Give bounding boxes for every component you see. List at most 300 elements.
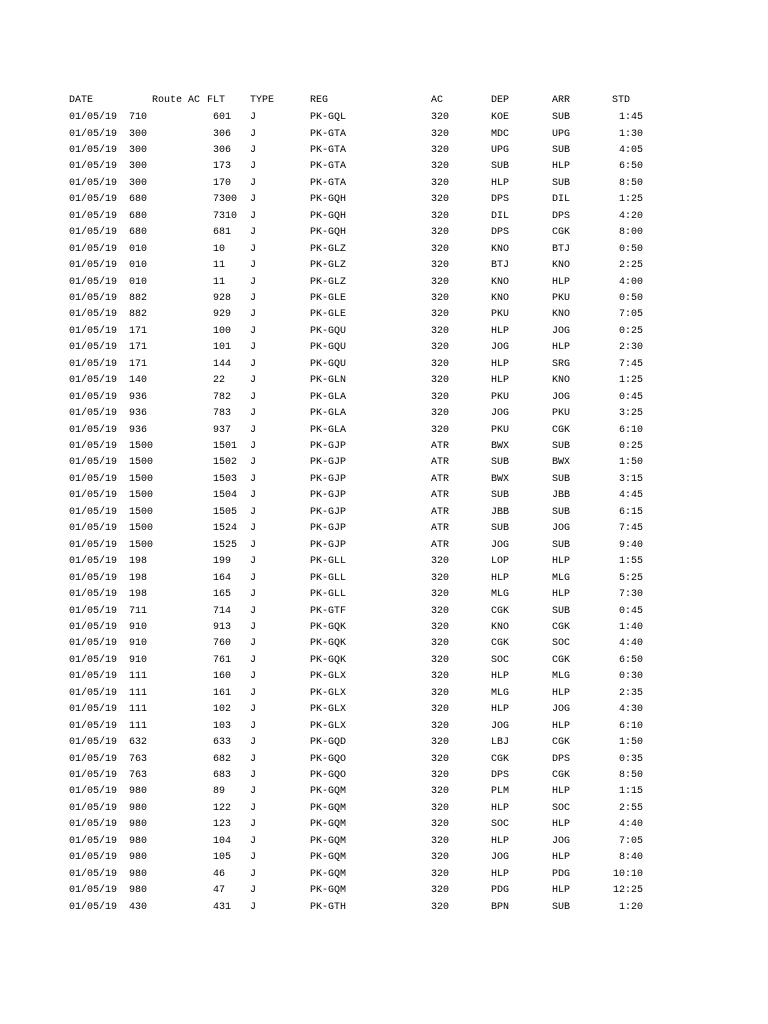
cell-route: 111 <box>129 687 148 699</box>
cell-date: 01/05/19 <box>69 473 118 485</box>
cell-date: 01/05/19 <box>69 737 118 749</box>
cell-flt: 929 <box>213 309 232 321</box>
header-std: STD <box>612 95 631 106</box>
table-row <box>0 258 768 274</box>
cell-std: 6:10 <box>618 720 643 732</box>
cell-ac: 320 <box>431 671 450 683</box>
cell-route: 936 <box>129 424 148 436</box>
cell-dep: KNO <box>491 276 510 288</box>
cell-route: 936 <box>129 391 148 403</box>
cell-dep: HLP <box>491 177 510 189</box>
cell-ac: 320 <box>431 868 450 880</box>
cell-ac: ATR <box>431 490 450 502</box>
cell-std: 6:15 <box>618 506 643 518</box>
cell-ac: 320 <box>431 687 450 699</box>
cell-reg: PK-GQM <box>310 835 347 847</box>
cell-route: 882 <box>129 292 148 304</box>
cell-dep: BTJ <box>491 260 510 271</box>
cell-reg: PK-GQM <box>310 868 347 880</box>
cell-dep: MLG <box>491 589 510 600</box>
cell-arr: HLP <box>552 161 571 173</box>
cell-reg: PK-GJP <box>310 457 347 469</box>
cell-type: J <box>250 605 257 617</box>
cell-type: J <box>250 835 257 847</box>
cell-type: J <box>250 292 257 304</box>
table-row <box>0 390 768 406</box>
table-row <box>0 801 768 817</box>
cell-type: J <box>250 622 257 633</box>
cell-std: 1:25 <box>618 375 643 387</box>
cell-route: 980 <box>129 819 148 831</box>
cell-date: 01/05/19 <box>69 556 118 568</box>
cell-reg: PK-GQU <box>310 325 347 337</box>
cell-std: 5:25 <box>618 572 643 584</box>
cell-route: 171 <box>129 358 148 370</box>
cell-ac: 320 <box>431 852 450 864</box>
table-row <box>0 406 768 422</box>
cell-dep: BWX <box>491 473 510 485</box>
cell-reg: PK-GLX <box>310 720 347 732</box>
cell-std: 4:45 <box>618 490 643 502</box>
cell-dep: DPS <box>491 770 510 781</box>
cell-ac: 320 <box>431 901 450 913</box>
table-row <box>0 225 768 241</box>
cell-date: 01/05/19 <box>69 375 118 387</box>
cell-ac: 320 <box>431 424 450 436</box>
cell-ac: 320 <box>431 391 450 403</box>
cell-std: 2:25 <box>618 260 643 271</box>
cell-ac: 320 <box>431 638 450 650</box>
cell-std: 1:50 <box>618 457 643 469</box>
cell-route: 980 <box>129 868 148 880</box>
cell-type: J <box>250 572 257 584</box>
table-row <box>0 357 768 373</box>
cell-std: 8:40 <box>618 852 643 864</box>
table-row <box>0 373 768 389</box>
cell-route: 1500 <box>129 457 154 469</box>
cell-arr: PDG <box>552 868 571 880</box>
table-row <box>0 307 768 323</box>
cell-dep: CGK <box>491 638 510 650</box>
table-row <box>0 686 768 702</box>
table-row <box>0 620 768 636</box>
cell-date: 01/05/19 <box>69 506 118 518</box>
cell-date: 01/05/19 <box>69 194 118 206</box>
cell-ac: 320 <box>431 260 450 271</box>
cell-date: 01/05/19 <box>69 605 118 617</box>
cell-type: J <box>250 325 257 337</box>
cell-route: 171 <box>129 342 148 354</box>
cell-date: 01/05/19 <box>69 276 118 288</box>
cell-ac: 320 <box>431 309 450 321</box>
table-row <box>0 768 768 784</box>
cell-arr: HLP <box>552 852 571 864</box>
cell-type: J <box>250 589 257 600</box>
table-row <box>0 571 768 587</box>
cell-std: 1:25 <box>618 194 643 206</box>
cell-std: 4:05 <box>618 144 643 156</box>
cell-flt: 682 <box>213 753 232 765</box>
cell-reg: PK-GJP <box>310 441 347 452</box>
cell-reg: PK-GJP <box>310 490 347 502</box>
cell-type: J <box>250 227 257 239</box>
cell-route: 300 <box>129 177 148 189</box>
cell-date: 01/05/19 <box>69 457 118 469</box>
cell-route: 1500 <box>129 490 154 502</box>
cell-dep: SUB <box>491 161 510 173</box>
table-row <box>0 719 768 735</box>
cell-std: 8:50 <box>618 770 643 781</box>
cell-route: 980 <box>129 852 148 864</box>
cell-ac: 320 <box>431 161 450 173</box>
cell-std: 12:25 <box>612 885 643 897</box>
cell-type: J <box>250 786 257 798</box>
table-row <box>0 735 768 751</box>
cell-dep: DPS <box>491 227 510 239</box>
cell-flt: 760 <box>213 638 232 650</box>
cell-std: 2:55 <box>618 802 643 814</box>
cell-reg: PK-GLL <box>310 589 347 600</box>
header-row <box>0 93 768 109</box>
cell-type: J <box>250 375 257 387</box>
cell-date: 01/05/19 <box>69 654 118 666</box>
cell-ac: 320 <box>431 835 450 847</box>
cell-dep: BPN <box>491 901 510 913</box>
cell-type: J <box>250 112 257 123</box>
cell-ac: 320 <box>431 737 450 749</box>
table-row <box>0 900 768 916</box>
cell-dep: HLP <box>491 671 510 683</box>
cell-type: J <box>250 704 257 716</box>
cell-dep: PKU <box>491 391 510 403</box>
cell-reg: PK-GQH <box>310 210 347 222</box>
header-reg: REG <box>310 95 329 106</box>
cell-dep: JOG <box>491 408 510 420</box>
cell-arr: DPS <box>552 210 571 222</box>
cell-dep: JOG <box>491 852 510 864</box>
cell-route: 910 <box>129 622 148 633</box>
cell-date: 01/05/19 <box>69 885 118 897</box>
cell-arr: PKU <box>552 292 571 304</box>
cell-std: 3:25 <box>618 408 643 420</box>
cell-flt: 100 <box>213 325 232 337</box>
cell-arr: SUB <box>552 605 571 617</box>
cell-dep: KNO <box>491 243 510 255</box>
cell-type: J <box>250 901 257 913</box>
cell-ac: 320 <box>431 589 450 600</box>
cell-dep: HLP <box>491 802 510 814</box>
cell-arr: HLP <box>552 276 571 288</box>
cell-std: 0:35 <box>618 753 643 765</box>
cell-std: 1:20 <box>618 901 643 913</box>
cell-reg: PK-GLA <box>310 424 347 436</box>
header-flt: FLT <box>207 95 226 106</box>
cell-reg: PK-GQO <box>310 753 347 765</box>
cell-route: 140 <box>129 375 148 387</box>
table-row <box>0 242 768 258</box>
cell-ac: ATR <box>431 473 450 485</box>
cell-arr: CGK <box>552 622 571 633</box>
cell-type: J <box>250 753 257 765</box>
cell-dep: HLP <box>491 358 510 370</box>
cell-type: J <box>250 441 257 452</box>
cell-route: 980 <box>129 802 148 814</box>
cell-date: 01/05/19 <box>69 523 118 535</box>
cell-arr: HLP <box>552 556 571 568</box>
cell-type: J <box>250 539 257 551</box>
cell-route: 1500 <box>129 441 154 452</box>
cell-route: 010 <box>129 243 148 255</box>
cell-dep: JOG <box>491 539 510 551</box>
cell-ac: 320 <box>431 128 450 140</box>
header-route-ac: Route AC <box>152 95 201 106</box>
table-row <box>0 127 768 143</box>
cell-type: J <box>250 852 257 864</box>
cell-std: 4:00 <box>618 276 643 288</box>
cell-std: 7:05 <box>618 309 643 321</box>
cell-arr: HLP <box>552 589 571 600</box>
cell-type: J <box>250 885 257 897</box>
cell-arr: JOG <box>552 325 571 337</box>
cell-reg: PK-GLX <box>310 687 347 699</box>
cell-reg: PK-GJP <box>310 539 347 551</box>
cell-type: J <box>250 424 257 436</box>
cell-ac: 320 <box>431 358 450 370</box>
cell-ac: 320 <box>431 144 450 156</box>
cell-route: 711 <box>129 605 148 617</box>
cell-flt: 165 <box>213 589 232 600</box>
cell-dep: BWX <box>491 441 510 452</box>
table-row <box>0 817 768 833</box>
table-row <box>0 143 768 159</box>
cell-reg: PK-GLX <box>310 671 347 683</box>
cell-route: 763 <box>129 753 148 765</box>
cell-reg: PK-GLL <box>310 572 347 584</box>
cell-route: 300 <box>129 128 148 140</box>
cell-arr: SUB <box>552 112 571 123</box>
cell-date: 01/05/19 <box>69 753 118 765</box>
cell-flt: 122 <box>213 802 232 814</box>
cell-reg: PK-GLZ <box>310 260 347 271</box>
cell-route: 010 <box>129 276 148 288</box>
cell-ac: ATR <box>431 523 450 535</box>
cell-ac: 320 <box>431 654 450 666</box>
cell-flt: 104 <box>213 835 232 847</box>
cell-dep: JOG <box>491 342 510 354</box>
cell-ac: 320 <box>431 325 450 337</box>
cell-std: 3:15 <box>618 473 643 485</box>
cell-dep: HLP <box>491 375 510 387</box>
cell-route: 111 <box>129 720 148 732</box>
cell-reg: PK-GTA <box>310 161 347 173</box>
cell-dep: PKU <box>491 424 510 436</box>
cell-type: J <box>250 194 257 206</box>
cell-date: 01/05/19 <box>69 112 118 123</box>
cell-ac: 320 <box>431 786 450 798</box>
cell-date: 01/05/19 <box>69 720 118 732</box>
cell-dep: HLP <box>491 704 510 716</box>
cell-std: 7:45 <box>618 523 643 535</box>
cell-dep: JBB <box>491 506 510 518</box>
cell-ac: 320 <box>431 292 450 304</box>
cell-date: 01/05/19 <box>69 622 118 633</box>
table-row <box>0 423 768 439</box>
cell-flt: 11 <box>213 276 226 288</box>
cell-route: 680 <box>129 210 148 222</box>
cell-arr: HLP <box>552 819 571 831</box>
cell-date: 01/05/19 <box>69 539 118 551</box>
cell-type: J <box>250 276 257 288</box>
cell-type: J <box>250 177 257 189</box>
cell-flt: 170 <box>213 177 232 189</box>
cell-ac: 320 <box>431 375 450 387</box>
table-row <box>0 324 768 340</box>
cell-date: 01/05/19 <box>69 441 118 452</box>
cell-std: 0:45 <box>618 391 643 403</box>
cell-arr: BWX <box>552 457 571 469</box>
cell-type: J <box>250 391 257 403</box>
cell-date: 01/05/19 <box>69 342 118 354</box>
cell-route: 111 <box>129 704 148 716</box>
cell-type: J <box>250 523 257 535</box>
table-row <box>0 275 768 291</box>
cell-reg: PK-GQU <box>310 358 347 370</box>
table-row <box>0 604 768 620</box>
cell-arr: KNO <box>552 375 571 387</box>
cell-flt: 1505 <box>213 506 238 518</box>
cell-dep: HLP <box>491 325 510 337</box>
cell-type: J <box>250 671 257 683</box>
cell-flt: 306 <box>213 128 232 140</box>
table-row <box>0 472 768 488</box>
cell-type: J <box>250 638 257 650</box>
cell-ac: 320 <box>431 227 450 239</box>
cell-reg: PK-GQU <box>310 342 347 354</box>
cell-flt: 22 <box>213 375 226 387</box>
cell-date: 01/05/19 <box>69 802 118 814</box>
cell-date: 01/05/19 <box>69 309 118 321</box>
cell-arr: SUB <box>552 473 571 485</box>
cell-flt: 47 <box>213 885 226 897</box>
table-row <box>0 784 768 800</box>
cell-reg: PK-GLE <box>310 309 347 321</box>
cell-ac: 320 <box>431 194 450 206</box>
cell-arr: KNO <box>552 260 571 271</box>
cell-route: 198 <box>129 556 148 568</box>
cell-type: J <box>250 819 257 831</box>
cell-arr: BTJ <box>552 243 571 255</box>
cell-type: J <box>250 506 257 518</box>
cell-date: 01/05/19 <box>69 325 118 337</box>
cell-reg: PK-GQM <box>310 819 347 831</box>
cell-date: 01/05/19 <box>69 687 118 699</box>
cell-std: 7:45 <box>618 358 643 370</box>
cell-flt: 937 <box>213 424 232 436</box>
cell-arr: SUB <box>552 144 571 156</box>
cell-std: 6:50 <box>618 654 643 666</box>
cell-type: J <box>250 358 257 370</box>
cell-route: 1500 <box>129 473 154 485</box>
cell-ac: 320 <box>431 819 450 831</box>
cell-route: 171 <box>129 325 148 337</box>
cell-type: J <box>250 309 257 321</box>
cell-arr: HLP <box>552 687 571 699</box>
cell-ac: 320 <box>431 243 450 255</box>
cell-flt: 7300 <box>213 194 238 206</box>
cell-dep: CGK <box>491 753 510 765</box>
cell-std: 1:15 <box>618 786 643 798</box>
cell-route: 980 <box>129 885 148 897</box>
cell-dep: JOG <box>491 720 510 732</box>
cell-std: 0:50 <box>618 292 643 304</box>
cell-flt: 1502 <box>213 457 238 469</box>
cell-arr: DIL <box>552 194 571 206</box>
cell-date: 01/05/19 <box>69 292 118 304</box>
cell-type: J <box>250 128 257 140</box>
cell-std: 4:40 <box>618 819 643 831</box>
cell-ac: 320 <box>431 342 450 354</box>
cell-flt: 783 <box>213 408 232 420</box>
cell-flt: 714 <box>213 605 232 617</box>
cell-reg: PK-GJP <box>310 523 347 535</box>
table-row <box>0 488 768 504</box>
cell-arr: HLP <box>552 786 571 798</box>
cell-route: 980 <box>129 786 148 798</box>
cell-std: 6:10 <box>618 424 643 436</box>
cell-reg: PK-GLZ <box>310 276 347 288</box>
cell-type: J <box>250 210 257 222</box>
cell-std: 4:30 <box>618 704 643 716</box>
cell-ac: ATR <box>431 539 450 551</box>
cell-date: 01/05/19 <box>69 161 118 173</box>
cell-dep: UPG <box>491 144 510 156</box>
cell-type: J <box>250 868 257 880</box>
cell-std: 2:35 <box>618 687 643 699</box>
cell-ac: 320 <box>431 556 450 568</box>
cell-std: 7:05 <box>618 835 643 847</box>
cell-ac: 320 <box>431 605 450 617</box>
cell-type: J <box>250 720 257 732</box>
cell-route: 430 <box>129 901 148 913</box>
cell-ac: 320 <box>431 770 450 781</box>
cell-date: 01/05/19 <box>69 704 118 716</box>
table-row <box>0 587 768 603</box>
cell-date: 01/05/19 <box>69 144 118 156</box>
cell-date: 01/05/19 <box>69 424 118 436</box>
cell-reg: PK-GLA <box>310 391 347 403</box>
cell-ac: 320 <box>431 408 450 420</box>
cell-reg: PK-GLZ <box>310 243 347 255</box>
cell-flt: 164 <box>213 572 232 584</box>
cell-dep: HLP <box>491 572 510 584</box>
table-row <box>0 340 768 356</box>
cell-type: J <box>250 457 257 469</box>
cell-type: J <box>250 408 257 420</box>
cell-flt: 601 <box>213 112 232 123</box>
cell-arr: PKU <box>552 408 571 420</box>
cell-std: 10:10 <box>612 868 643 880</box>
cell-type: J <box>250 654 257 666</box>
table-row <box>0 883 768 899</box>
cell-flt: 913 <box>213 622 232 633</box>
cell-reg: PK-GTA <box>310 128 347 140</box>
cell-dep: DIL <box>491 210 510 222</box>
table-row <box>0 702 768 718</box>
cell-arr: SUB <box>552 441 571 452</box>
cell-dep: SUB <box>491 457 510 469</box>
cell-flt: 683 <box>213 770 232 781</box>
cell-flt: 1503 <box>213 473 238 485</box>
